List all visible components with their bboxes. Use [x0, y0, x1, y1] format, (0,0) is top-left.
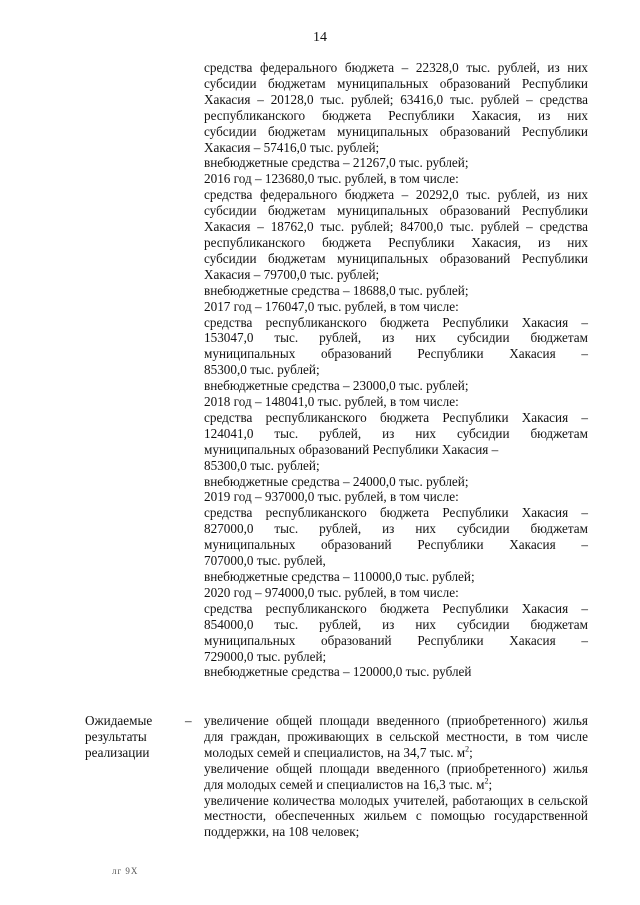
funding-line: 827000,0 тыс. рублей, из них субсидии бюджетам	[204, 521, 588, 537]
funding-line: субсидии бюджетам муниципальных образований Республики	[204, 123, 588, 139]
expected-results-label: Ожидаемые результаты реализации	[85, 713, 153, 760]
superscript: 2	[484, 776, 489, 786]
funding-line: 2020 год – 974000,0 тыс. рублей, в том числе:	[204, 584, 459, 600]
funding-line: муниципальных образований Республики Хакасия –	[204, 537, 588, 553]
funding-line: субсидии бюджетам муниципальных образований Республики	[204, 203, 588, 219]
funding-line: средства республиканского бюджета Республики Хакасия –	[204, 505, 588, 521]
funding-line: Хакасия – 18762,0 тыс. рублей; 84700,0 тыс. рублей – средства	[204, 219, 588, 235]
funding-line: 124041,0 тыс. рублей, из них субсидии бюджетам	[204, 425, 588, 441]
funding-line: Хакасия – 57416,0 тыс. рублей;	[204, 139, 380, 155]
funding-line: 707000,0 тыс. рублей,	[204, 553, 326, 569]
funding-line: средства республиканского бюджета Республики Хакасия –	[204, 409, 588, 425]
funding-line: 85300,0 тыс. рублей;	[204, 457, 320, 473]
funding-line: субсидии бюджетам муниципальных образований Республики	[204, 250, 588, 266]
funding-line: муниципальных образований Республики Хакасия –	[204, 441, 499, 457]
result-item	[204, 761, 588, 793]
funding-line: республиканского бюджета Республики Хакасия, из них	[204, 107, 588, 123]
result-item: увеличение количества молодых учителей, работающих в сельской местности, обеспеченных жильем с помощью государственной поддержки, на 108 человек;	[204, 792, 588, 840]
page-number: 14	[313, 30, 327, 45]
funding-line: внебюджетные средства – 18688,0 тыс. рублей;	[204, 282, 469, 298]
funding-line: 2017 год – 176047,0 тыс. рублей, в том числе:	[204, 298, 459, 314]
results-dash: –	[185, 713, 192, 728]
result-item-end: ;	[469, 744, 473, 760]
funding-line: республиканского бюджета Республики Хакасия, из них	[204, 234, 588, 250]
funding-line: 2016 год – 123680,0 тыс. рублей, в том числе:	[204, 171, 459, 187]
funding-line: муниципальных образований Республики Хакасия –	[204, 346, 588, 362]
funding-line: 2018 год – 148041,0 тыс. рублей, в том числе:	[204, 394, 459, 410]
funding-line: внебюджетные средства – 24000,0 тыс. рублей;	[204, 473, 469, 489]
funding-line: 2019 год – 937000,0 тыс. рублей, в том числе:	[204, 489, 459, 505]
superscript: 2	[465, 744, 470, 754]
funding-line: 85300,0 тыс. рублей;	[204, 362, 320, 378]
funding-line: средства федерального бюджета – 20292,0 тыс. рублей, из них	[204, 187, 588, 203]
funding-line: 153047,0 тыс. рублей, из них субсидии бюджетам	[204, 330, 588, 346]
funding-line: внебюджетные средства – 110000,0 тыс. рублей;	[204, 569, 475, 584]
funding-line: внебюджетные средства – 21267,0 тыс. рублей;	[204, 155, 469, 171]
funding-line: средства федерального бюджета – 22328,0 тыс. рублей, из них	[204, 60, 588, 75]
funding-line: муниципальных образований Республики Хакасия –	[204, 632, 588, 648]
funding-line: средства республиканского бюджета Республики Хакасия –	[204, 600, 588, 616]
result-item	[204, 713, 588, 761]
funding-line: Хакасия – 79700,0 тыс. рублей;	[204, 266, 380, 282]
funding-line: средства республиканского бюджета Республики Хакасия –	[204, 314, 588, 330]
funding-line: внебюджетные средства – 23000,0 тыс. рублей;	[204, 378, 469, 394]
funding-line: 854000,0 тыс. рублей, из них субсидии бюджетам	[204, 616, 588, 632]
expected-results-items	[204, 713, 588, 840]
result-item-text: увеличение общей площади введенного (приобретенного) жилья для молодых семей и специалистов на 16,3 тыс. м	[204, 760, 588, 792]
funding-block	[204, 60, 588, 680]
footer-mark: лг 9Х	[112, 866, 139, 876]
funding-line: внебюджетные средства – 120000,0 тыс. рублей	[204, 664, 472, 680]
result-item-end: ;	[488, 776, 493, 792]
funding-line: Хакасия – 20128,0 тыс. рублей; 63416,0 тыс. рублей – средства	[204, 91, 588, 107]
result-item-text: увеличение общей площади введенного (приобретенного) жилья для граждан, проживающих в сельской местности, в том числе молодых семей и специалистов, на 34,7 тыс. м	[204, 713, 588, 760]
funding-line: 729000,0 тыс. рублей;	[204, 648, 327, 664]
funding-line: субсидии бюджетам муниципальных образований Республики	[204, 75, 588, 91]
